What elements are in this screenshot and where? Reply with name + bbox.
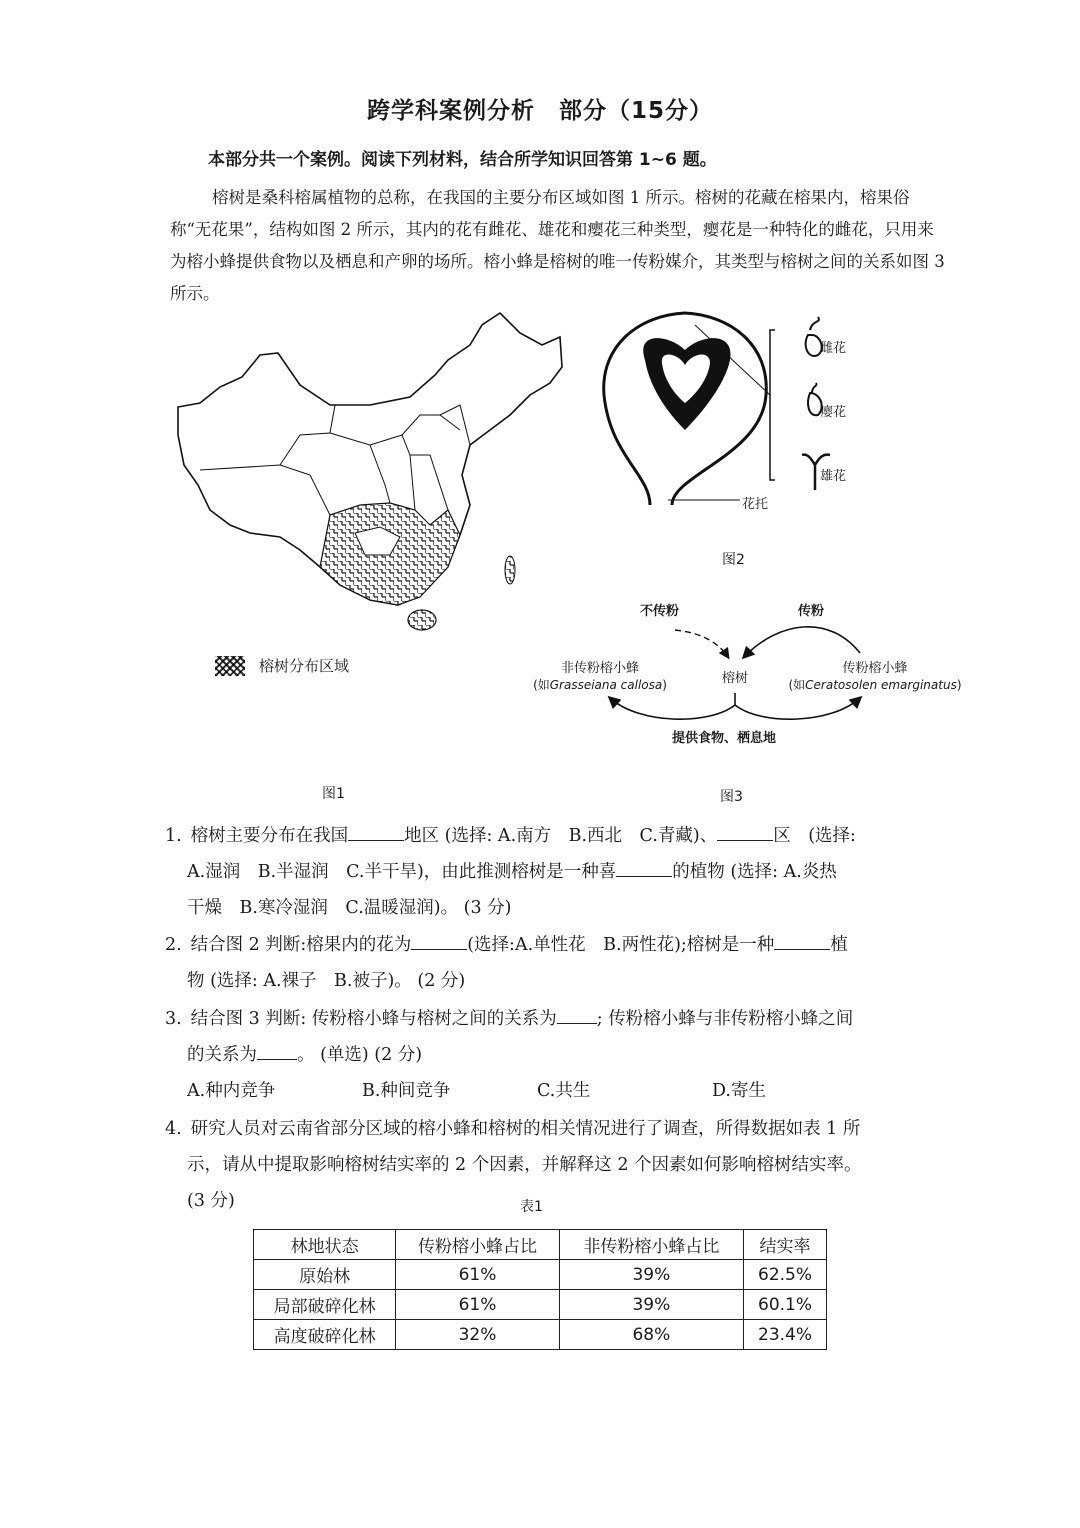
label-banyan: 榕树 — [722, 671, 749, 686]
figure3-caption: 图3 — [720, 789, 743, 805]
case-passage: 榕树是桑科榕属植物的总称，在我国的主要分布区域如图 1 所示。榕树的花藏在榕果内，榕果俗称“无花果”，结构如图 2 所示，其内的花有雌花、雄花和瘿花三种类型，瘿花是一种特化的雌花，只用来为榕小蜂提供食物以及栖息和产卵的场所。榕小蜂是榕树的唯一传粉媒介，其类型与榕树之间的关系如图 3 所示。 — [170, 188, 945, 303]
figure3-diagram — [520, 595, 970, 755]
table-row: 高度破碎化林 32% 68% 23.4% — [254, 1320, 827, 1350]
answer-blank[interactable] — [557, 1005, 597, 1024]
option-d[interactable]: D.寄生 — [712, 1081, 766, 1101]
table-header-row: 林地状态 传粉榕小蜂占比 非传粉榕小蜂占比 结实率 — [254, 1230, 827, 1260]
q3-options — [165, 1073, 945, 1109]
figure1-map — [170, 305, 570, 645]
label-no-pollinate: 不传粉 — [640, 604, 680, 619]
option-b[interactable]: B.种间竞争 — [362, 1081, 451, 1101]
question-1: 1. 榕树主要分布在我国 地区 (选择: A.南方 B.西北 C.青藏)、 区 (选择: A.湿润 B.半湿润 C.半干旱)，由此推测榕树是一种喜 的植物 (选择: A.炎热 干燥 B.寒冷湿润 C.温暖湿润)。 (3 分) — [165, 818, 945, 926]
label-female-flower: 雌花 — [820, 341, 847, 356]
table-row: 局部破碎化林 61% 39% 60.1% — [254, 1290, 827, 1320]
table-row: 原始林 61% 39% 62.5% — [254, 1260, 827, 1290]
figure2-diagram — [590, 305, 890, 520]
section-title: 跨学科案例分析 部分（15分） — [366, 98, 713, 124]
figure1-caption: 图1 — [322, 786, 345, 802]
label-provide-food: 提供食物、栖息地 — [672, 731, 777, 746]
non-pollinating-wasp: 非传粉榕小蜂 (如Grasseiana callosa) — [533, 661, 667, 692]
answer-blank[interactable] — [411, 931, 467, 950]
table1 — [253, 1229, 827, 1350]
pollinating-wasp: 传粉榕小蜂 (如Ceratosolen emarginatus) — [788, 661, 962, 692]
figure2-caption: 图2 — [722, 552, 745, 568]
answer-blank[interactable] — [348, 822, 404, 841]
answer-blank[interactable] — [257, 1041, 297, 1060]
table1-caption: 表1 — [520, 1199, 543, 1215]
question-3: 3. 结合图 3 判断: 传粉榕小蜂与榕树之间的关系为 ; 传粉榕小蜂与非传粉榕小蜂之间 的关系为 。 (单选) (2 分) A.种内竞争 B.种间竞争 C.共生 D.寄生 — [165, 1001, 945, 1109]
question-4: 4. 研究人员对云南省部分区域的榕小蜂和榕树的相关情况进行了调查，所得数据如表 1 所 示，请从中提取影响榕树结实率的 2 个因素，并解释这 2 个因素如何影响榕树结实率。 (3 分) — [165, 1119, 862, 1211]
option-a[interactable]: A.种内竞争 — [187, 1081, 276, 1101]
legend-label: 榕树分布区域 — [259, 657, 350, 675]
question-2: 2. 结合图 2 判断:榕果内的花为 (选择:A.单性花 B.两性花);榕树是一种 植 物 (选择: A.裸子 B.被子)。 (2 分) — [165, 927, 945, 999]
answer-blank[interactable] — [616, 858, 672, 877]
label-gall-flower: 瘿花 — [820, 405, 847, 420]
option-c[interactable]: C.共生 — [537, 1081, 591, 1101]
figure1-legend — [215, 655, 349, 676]
label-pollinate: 传粉 — [798, 604, 825, 619]
hatch-legend-icon — [215, 656, 245, 676]
label-receptacle: 花托 — [742, 497, 769, 512]
china-map-icon — [170, 305, 570, 645]
section-intro: 本部分共一个案例。阅读下列材料，结合所学知识回答第 1~6 题。 — [208, 150, 717, 170]
answer-blank[interactable] — [774, 931, 830, 950]
answer-blank[interactable] — [717, 822, 773, 841]
label-male-flower: 雄花 — [820, 469, 847, 484]
